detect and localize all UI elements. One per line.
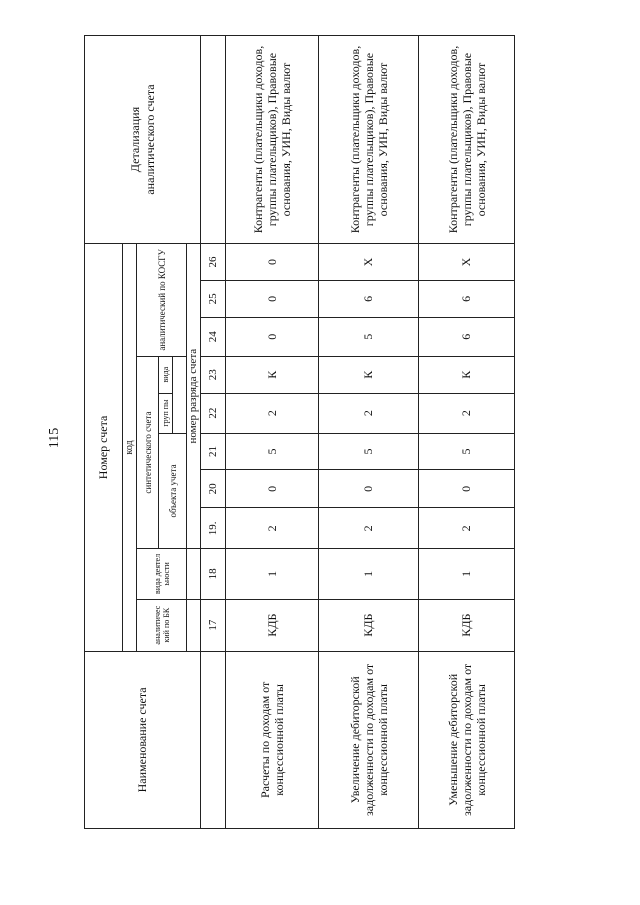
- row-cell: 2: [226, 393, 319, 433]
- row-cell: КДБ: [419, 599, 515, 651]
- row-cell: 1: [226, 549, 319, 599]
- row-cell: Х: [319, 244, 419, 281]
- header-blank-bk: [187, 599, 201, 651]
- row-cell: 1: [419, 549, 515, 599]
- table-row: [226, 36, 319, 829]
- row-account-name: Расчеты по доходам от концессионной платы: [226, 651, 319, 828]
- row-cell: Х: [419, 244, 515, 281]
- row-cell: 0: [226, 280, 319, 317]
- row-cell: 2: [319, 508, 419, 549]
- header-empty-cell: [173, 356, 187, 433]
- digit-label: 20: [201, 470, 226, 508]
- row-account-name: Увеличение дебиторской задолженности по доходам от концессионной платы: [319, 651, 419, 828]
- row-cell: 6: [419, 280, 515, 317]
- digits-detail-blank: [201, 36, 226, 244]
- digits-name-blank: [201, 651, 226, 828]
- digit-label: 24: [201, 317, 226, 356]
- header-account-number: Номер счета: [85, 244, 123, 652]
- row-cell: 6: [319, 280, 419, 317]
- header-kind: вида: [159, 356, 173, 393]
- row-cell: КДБ: [226, 599, 319, 651]
- header-row-1: [85, 36, 123, 829]
- digit-label: 26: [201, 244, 226, 281]
- header-code: код: [123, 244, 137, 652]
- row-cell: 6: [419, 317, 515, 356]
- digit-label: 23: [201, 356, 226, 393]
- header-synthetic: синтетического счета: [137, 356, 159, 549]
- table-wrapper: [84, 35, 500, 829]
- row-cell: 0: [419, 470, 515, 508]
- header-blank-activity: [187, 549, 201, 599]
- row-cell: 5: [319, 317, 419, 356]
- page-number: 115: [47, 427, 62, 449]
- row-detail: Контрагенты (плательщики доходов, группы плательщиков), Правовые основания, УИН, Виды валют: [319, 36, 419, 244]
- digit-label: 19.: [201, 508, 226, 549]
- row-account-name: Уменьшение дебиторской задолженности по доходам от концессионной платы: [419, 651, 515, 828]
- header-object: объекта учета: [159, 433, 187, 549]
- header-analytic-bk: аналитичес кий по БК: [137, 599, 187, 651]
- row-cell: 0: [319, 470, 419, 508]
- header-activity-type: вида деятел ьности: [137, 549, 187, 599]
- row-cell: 2: [226, 508, 319, 549]
- row-cell: 5: [226, 433, 319, 470]
- rotated-table-area: [84, 35, 500, 829]
- row-cell: 5: [419, 433, 515, 470]
- row-cell: КДБ: [319, 599, 419, 651]
- digit-label: 17: [201, 599, 226, 651]
- table-row: [419, 36, 515, 829]
- digit-label: 22: [201, 393, 226, 433]
- header-analytic-kosgu: аналитический по КОСГУ: [137, 244, 187, 357]
- row-cell: 2: [419, 393, 515, 433]
- row-cell: 2: [319, 393, 419, 433]
- row-cell: К: [226, 356, 319, 393]
- row-cell: 2: [419, 508, 515, 549]
- row-cell: 0: [226, 244, 319, 281]
- header-account-name: Наименование счета: [85, 651, 201, 828]
- header-group: груп пы: [159, 393, 173, 433]
- table-row: [319, 36, 419, 829]
- header-detail: Детализация аналитического счета: [85, 36, 201, 244]
- header-digit-number: номер разряда счета: [187, 244, 201, 549]
- row-cell: К: [319, 356, 419, 393]
- row-cell: 0: [226, 317, 319, 356]
- row-detail: Контрагенты (плательщики доходов, группы плательщиков), Правовые основания, УИН, Виды валют: [226, 36, 319, 244]
- row-detail: Контрагенты (плательщики доходов, группы плательщиков), Правовые основания, УИН, Виды валют: [419, 36, 515, 244]
- row-cell: 1: [319, 549, 419, 599]
- digit-label: 25: [201, 280, 226, 317]
- digits-row: [201, 36, 226, 829]
- accounts-table: [84, 35, 515, 829]
- digit-label: 18: [201, 549, 226, 599]
- row-cell: 0: [226, 470, 319, 508]
- digit-label: 21: [201, 433, 226, 470]
- row-cell: 5: [319, 433, 419, 470]
- row-cell: К: [419, 356, 515, 393]
